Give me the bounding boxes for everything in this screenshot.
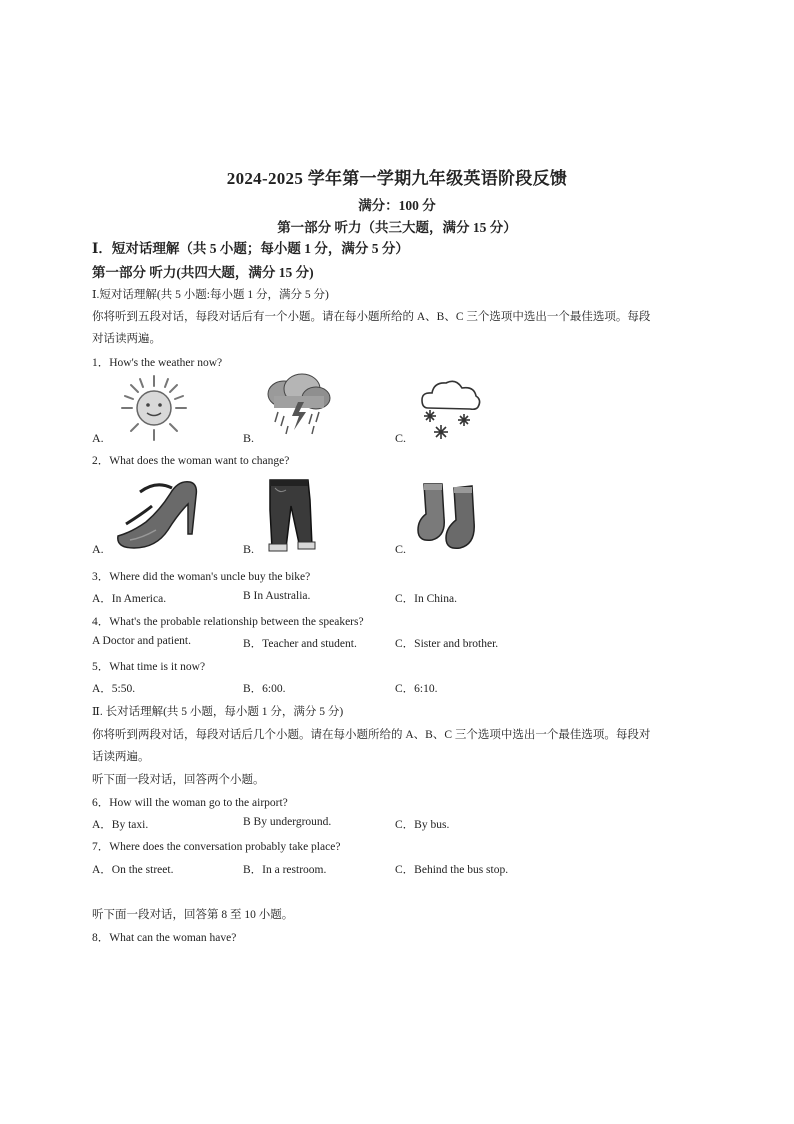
q5-option-a: A．5:50. — [92, 683, 136, 695]
page-title: 2024-2025 学年第一学期九年级英语阶段反馈 — [226, 169, 568, 188]
q2-label-a: A. — [92, 542, 104, 556]
q7-stem: 7．Where does the conversation probably take place? — [92, 841, 341, 853]
q1-label-b: B. — [243, 431, 255, 445]
q2-label-b: B. — [243, 542, 255, 556]
q7-option-b: B．In a restroom. — [243, 864, 327, 876]
q3-option-c: C．In China. — [395, 593, 457, 605]
snow-cloud-icon — [414, 374, 486, 444]
q4-option-c: C．Sister and brother. — [395, 638, 499, 650]
part1-heading-center: 第一部分 听力（共三大题，满分 15 分） — [277, 220, 517, 235]
section1-instructions-line1: 你将听到五段对话，每段对话后有一个小题。请在每小题所给的 A、B、C 三个选项中选出一个最佳选项。每段 — [92, 311, 651, 323]
dialog2-intro: 听下面一段对话，回答第 8 至 10 小题。 — [92, 909, 294, 921]
q8-stem: 8．What can the woman have? — [92, 932, 237, 944]
q4-stem: 4．What's the probable relationship between the speakers? — [92, 616, 364, 628]
jeans-icon — [260, 476, 320, 556]
q7-option-c: C．Behind the bus stop. — [395, 864, 509, 876]
part1-heading-left: 第一部分 听力(共四大题，满分 15 分) — [92, 265, 314, 280]
q3-option-a: A．In America. — [92, 593, 167, 605]
q2-stem: 2．What does the woman want to change? — [92, 455, 290, 467]
high-heel-shoe-icon — [112, 474, 204, 554]
q5-option-b: B．6:00. — [243, 683, 286, 695]
q1-stem: 1．How's the weather now? — [92, 357, 223, 369]
q3-stem: 3．Where did the woman's uncle buy the bike? — [92, 571, 311, 583]
section1-heading-bold: Ⅰ．短对话理解（共 5 小题；每小题 1 分，满分 5 分） — [92, 241, 409, 256]
q4-option-b: B．Teacher and student. — [243, 638, 357, 650]
q4-option-a: A Doctor and patient. — [92, 635, 192, 647]
q5-stem: 5．What time is it now? — [92, 661, 206, 673]
q6-option-b: B By underground. — [243, 816, 332, 828]
q1-label-c: C. — [395, 431, 407, 445]
q1-label-a: A. — [92, 431, 104, 445]
full-score: 满分：100 分 — [358, 198, 436, 213]
section1-heading-small: Ⅰ.短对话理解(共 5 小题:每小题 1 分，满分 5 分) — [92, 289, 329, 301]
section2-heading: Ⅱ. 长对话理解(共 5 小题，每小题 1 分，满分 5 分) — [92, 706, 344, 718]
q5-option-c: C．6:10. — [395, 683, 438, 695]
q7-option-a: A．On the street. — [92, 864, 174, 876]
q2-label-c: C. — [395, 542, 407, 556]
socks-icon — [414, 478, 490, 554]
q3-option-b: B In Australia. — [243, 590, 311, 602]
section2-instructions-line1: 你将听到两段对话，每段对话后几个小题。请在每小题所给的 A、B、C 三个选项中选出一个最佳选项。每段对 — [92, 729, 651, 741]
section1-instructions-line2: 对话读两遍。 — [92, 333, 161, 345]
q6-stem: 6．How will the woman go to the airport? — [92, 797, 288, 809]
section2-instructions-line2: 话读两遍。 — [92, 751, 150, 763]
sun-icon — [118, 372, 190, 444]
thunderstorm-rain-icon — [262, 372, 334, 440]
q6-option-a: A．By taxi. — [92, 819, 149, 831]
dialog1-intro: 听下面一段对话，回答两个小题。 — [92, 774, 265, 786]
q6-option-c: C．By bus. — [395, 819, 450, 831]
